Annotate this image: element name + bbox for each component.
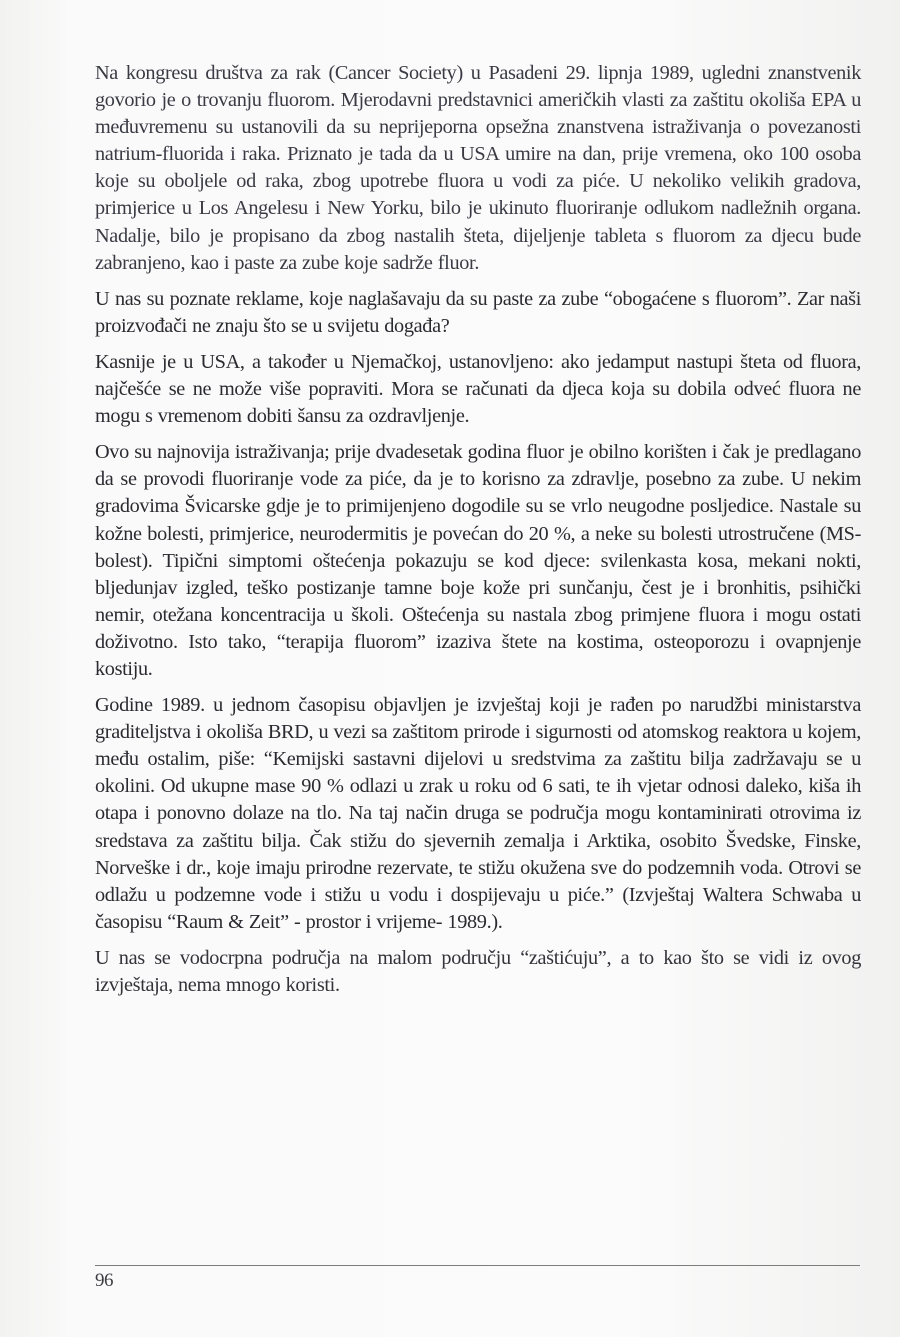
paragraph-irreversible-damage: Kasnije je u USA, a također u Njemačkoj, ustanovljeno: ako jedamput nastupi šteta od fluora, najčešće se ne može više popraviti. Mora se računati da djeca koja su dobila odveć fluora ne mogu s vremenom dobiti šansu za ozdravljenje.	[95, 350, 861, 428]
page-body	[95, 60, 861, 1008]
page-footer	[95, 1265, 860, 1292]
footer-divider	[95, 1265, 860, 1266]
page-number: 96	[95, 1270, 113, 1291]
paragraph-1989-report: Godine 1989. u jednom časopisu objavljen je izvještaj koji je rađen po narudžbi ministarstva graditeljstva i okoliša BRD, u vezi sa zaštitom prirode i sigurnosti od atomskog reaktora u kojem, među ostalim, piše: “Kemijski sastavni dijelovi u sredstvima za zaštitu bilja zadržavaju se u okolini. Od ukupne mase 90 % odlazi u zrak u roku od 6 sati, te ih vjetar odnosi daleko, kiša ih otapa i ponovno dolaze na tlo. Na taj način druga se područja mogu kontaminirati otrovima iz sredstava za zaštitu bilja. Čak stižu do sjevernih zemalja i Arktika, osobito Švedske, Finske, Norveške i dr., koje imaju prirodne rezervate, te stižu okužena sve do podzemnih voda. Otrovi se odlažu u podzemne vode i stižu u vodu i dospijevaju u piće.” (Izvještaj Waltera Schwaba u časopisu “Raum & Zeit” - prostor i vrijeme- 1989.).	[95, 694, 861, 933]
paragraph-toothpaste-ads: U nas su poznate reklame, koje naglašavaju da su paste za zube “obogaćene s fluorom”. Zar naši proizvođači ne znaju što se u svijetu događa?	[95, 287, 861, 337]
paragraph-fluoride-cancer-congress: Na kongresu društva za rak (Cancer Society) u Pasadeni 29. lipnja 1989, ugledni znanstvenik govorio je o trovanju fluorom. Mjerodavni predstavnici američkih vlasti za zaštitu okoliša EPA u međuvremenu su ustanovili da su neprijeporna opsežna znanstvena istraživanja o povezanosti natrium-fluorida i raka. Priznato je tada da u USA umire na dan, prije vremena, oko 100 osoba koje su oboljele od raka, zbog upotrebe fluora u vodi za piće. U nekoliko velikih gradova, primjerice u Los Angelesu i New Yorku, bilo je ukinuto fluoriranje odlukom nadležnih organa. Nadalje, bilo je propisano da zbog nastalih šteta, dijeljenje tableta s fluorom za djecu bude zabranjeno, kao i paste za zube koje sadrže fluor.	[95, 62, 861, 274]
paragraph-water-protection: U nas se vodocrpna područja na malom području “zaštićuju”, a to kao što se vidi iz ovog izvještaja, nema mnogo koristi.	[95, 946, 861, 996]
paragraph-latest-research: Ovo su najnovija istraživanja; prije dvadesetak godina fluor je obilno korišten i čak je predlagano da se provodi fluoriranje vode za piće, da je to korisno za zdravlje, posebno za zube. U nekim gradovima Švicarske gdje je to primijenjeno dogodile su se vrlo neugodne posljedice. Nastale su kožne bolesti, primjerice, neurodermitis je povećan do 20 %, a neke su bolesti utrostručene (MS-bolest). Tipični simptomi oštećenja pokazuju se kod djece: svilenkasta kosa, mekani nokti, bljedunjav izgled, teško postizanje tamne boje kože pri sunčanju, čest je i bronhitis, psihički nemir, otežana koncentracija u školi. Oštećenja su nastala zbog primjene fluora i mogu ostati doživotno. Isto tako, “terapija fluorom” izaziva štete na kostima, osteoporozu i ovapnjenje kostiju.	[95, 441, 861, 680]
